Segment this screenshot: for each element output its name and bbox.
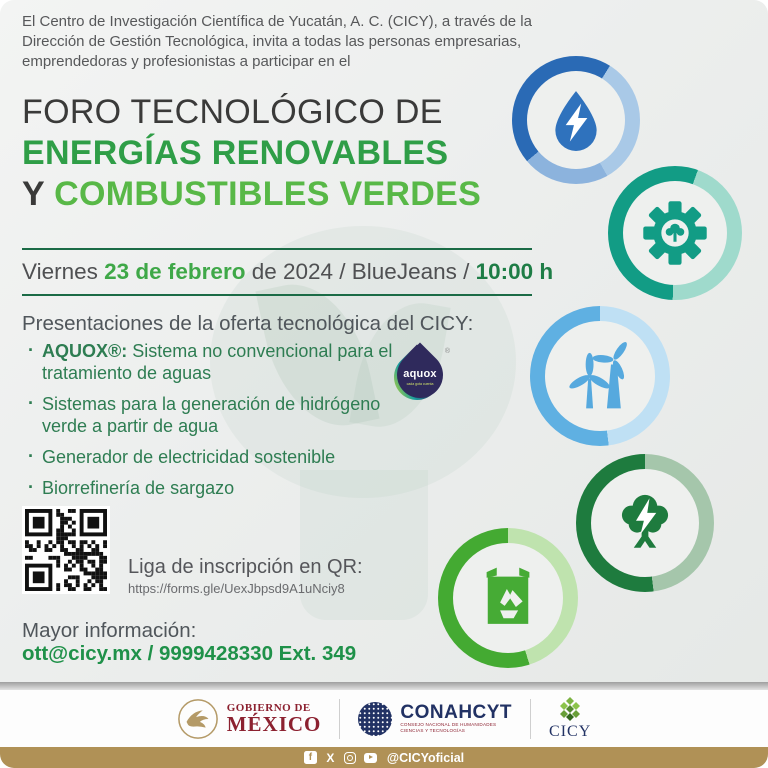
gear-tree-icon [640, 198, 710, 268]
offers-list [28, 341, 400, 509]
wind-turbines-badge [530, 306, 670, 446]
aquox-wordmark: aquox [403, 368, 437, 380]
wind-turbines-icon [563, 339, 637, 413]
qr-label: Liga de inscripción en QR: [128, 556, 363, 578]
mexico-eagle-seal-icon [177, 698, 219, 740]
footer-divider [530, 699, 531, 739]
event-date-line [22, 248, 554, 296]
social-handle: @CICYoficial [386, 750, 465, 765]
event-day: Viernes [22, 259, 105, 284]
cicy-name: CICY [549, 722, 592, 740]
page-title [22, 92, 481, 214]
x-icon: X [326, 750, 335, 765]
registered-mark: ® [444, 348, 450, 355]
recycle-box-icon [472, 562, 544, 634]
recycle-box-badge [438, 528, 578, 668]
facebook-icon: f [304, 751, 317, 764]
gobierno-line2: MÉXICO [226, 711, 322, 736]
footer-divider [339, 699, 340, 739]
list-item [28, 341, 400, 385]
gear-tree-badge [608, 166, 742, 300]
offers-heading: Presentaciones de la oferta tecnológica del CICY: [22, 312, 474, 335]
list-item [28, 447, 400, 469]
conahcyt-sub1: CONSEJO NACIONAL DE HUMANIDADES [400, 722, 497, 728]
gobierno-mexico-logo [177, 698, 322, 740]
tree-energy-badge [576, 454, 714, 592]
gobierno-line1: GOBIERNO DE [226, 701, 311, 714]
tree-energy-icon [609, 487, 681, 559]
offer-item-bold: AQUOX®: [42, 341, 128, 361]
cicy-logo [549, 697, 591, 741]
conahcyt-logo [358, 702, 512, 736]
aquox-tagline: cada gota cuenta [406, 382, 434, 386]
youtube-icon [364, 751, 377, 764]
footer-divider-strip [0, 682, 768, 690]
offer-item-text: Sistema no convencional para el tratamiento de aguas [42, 341, 393, 383]
title-line2: ENERGÍAS RENOVABLES [22, 133, 449, 172]
event-date: 23 de febrero [104, 259, 246, 284]
offer-item-text: Biorrefinería de sargazo [42, 477, 235, 498]
offer-item-text: Generador de electricidad sostenible [42, 446, 336, 467]
title-line3-prefix: Y [22, 174, 55, 213]
aquox-logo [396, 342, 448, 410]
event-time: 10:00 h [475, 259, 554, 284]
contact-heading: Mayor información: [22, 619, 197, 642]
title-line1: FORO TECNOLÓGICO DE [22, 93, 443, 131]
qr-code [22, 506, 110, 594]
conahcyt-sub2: CIENCIAS Y TECNOLOGÍAS [400, 728, 466, 733]
title-line3 [22, 174, 481, 215]
conahcyt-name: CONAHCYT [400, 702, 513, 724]
cicy-plant-icon [555, 697, 585, 723]
title-line3-main: COMBUSTIBLES VERDES [54, 174, 482, 213]
social-bar [0, 747, 768, 768]
water-energy-icon [543, 87, 609, 153]
event-middle: de 2024 / BlueJeans / [245, 259, 476, 284]
instagram-icon [344, 751, 357, 764]
offer-item-text: Sistemas para la generación de hidrógeno verde a partir de agua [42, 393, 381, 436]
contact-line: ott@cicy.mx / 9999428330 Ext. 349 [22, 642, 357, 665]
qr-url: https://forms.gle/UexJbpsd9A1uNciy8 [128, 581, 345, 596]
water-energy-badge [512, 56, 640, 184]
footer-logos [0, 690, 768, 747]
list-item [28, 478, 400, 500]
intro-text: El Centro de Investigación Científica de Yucatán, A. C. (CICY), a través de la Dirección de Gestión Tecnológica, invita a todas las personas empresarias, emprendedoras y profesionistas a participar en el [22, 13, 532, 70]
conahcyt-dotted-circle-icon [358, 702, 392, 736]
list-item [28, 394, 400, 438]
